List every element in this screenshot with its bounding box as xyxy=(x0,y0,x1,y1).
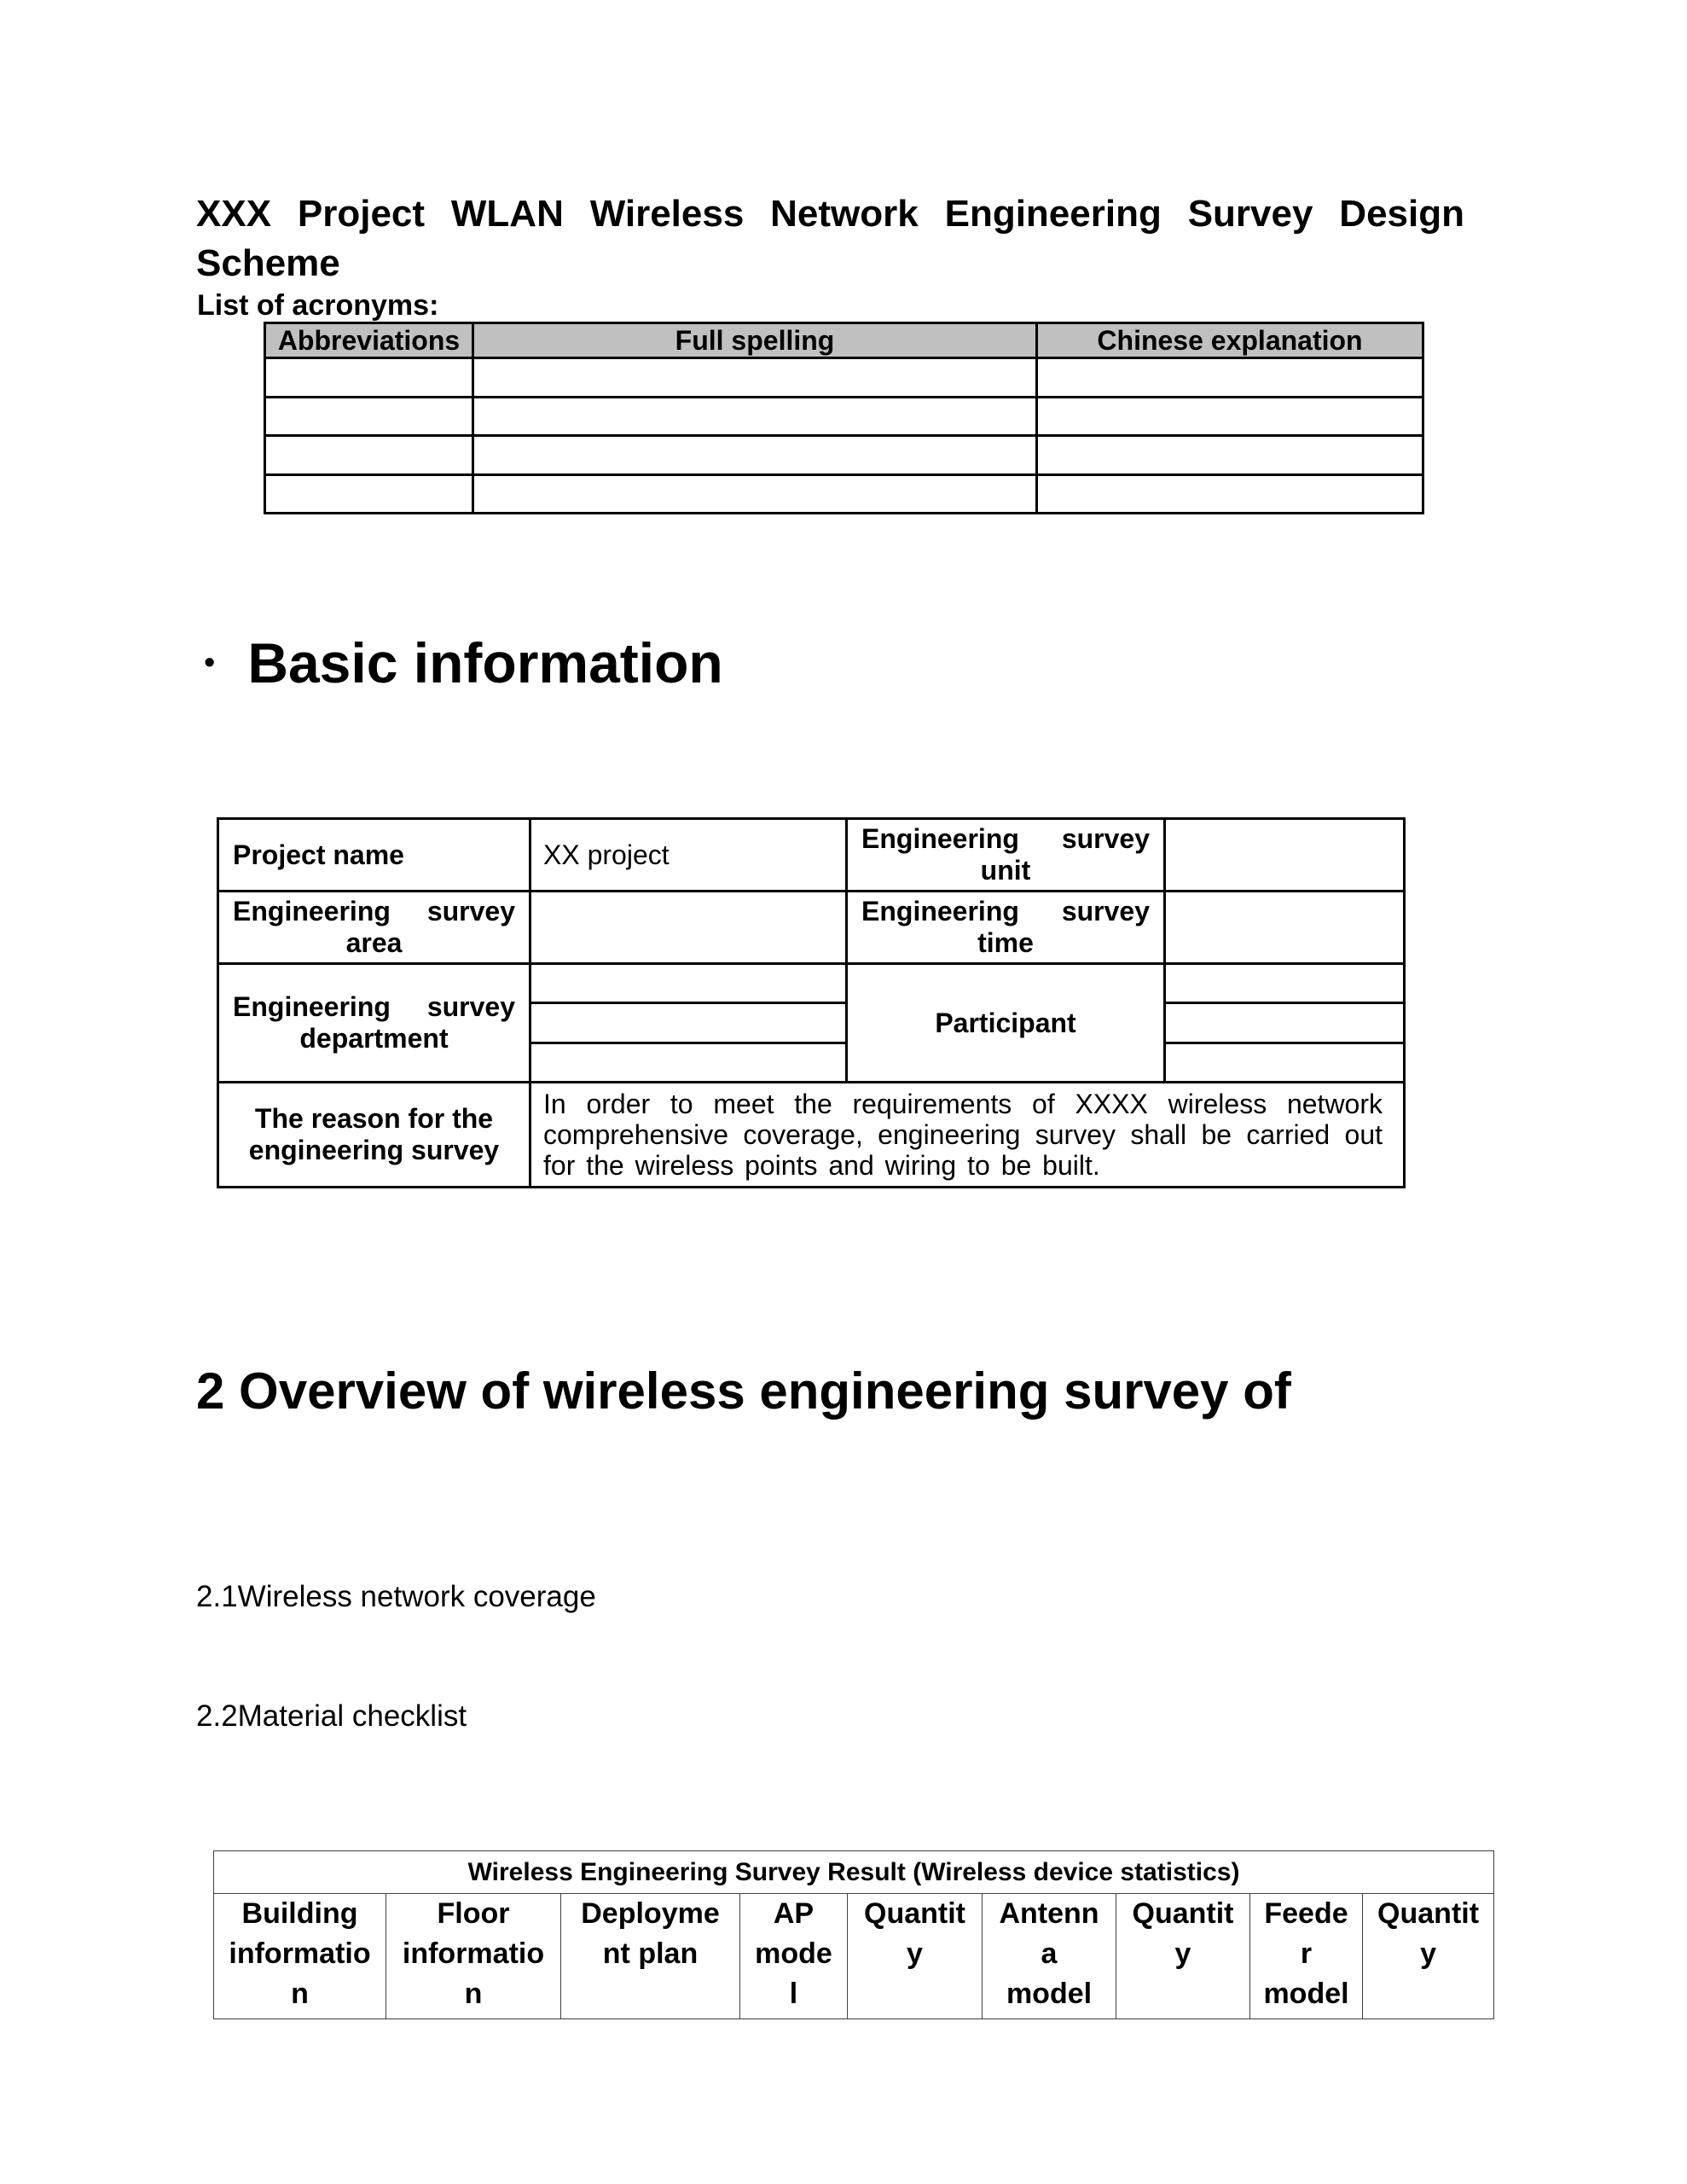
basic-info-table xyxy=(217,817,1406,1188)
acronyms-empty-row xyxy=(265,474,1423,514)
material-table-header-row xyxy=(214,1894,1494,2019)
acronyms-header-row xyxy=(265,323,1423,358)
acronyms-col-chinese-explanation: Chinese explanation xyxy=(1037,323,1423,358)
department-value-cell xyxy=(530,1003,847,1043)
acronyms-empty-cell xyxy=(1037,358,1423,398)
acronyms-empty-cell xyxy=(265,436,473,475)
department-value-cell xyxy=(530,1043,847,1083)
engineering-survey-time-value xyxy=(1165,892,1405,964)
table-row xyxy=(218,1083,1405,1188)
material-table-title-row xyxy=(214,1851,1494,1894)
document-title: XXX Project WLAN Wireless Network Engineering Survey Design Scheme xyxy=(196,193,1464,284)
participant-value-cell xyxy=(1165,1003,1405,1043)
project-name-label: Project name xyxy=(218,819,530,892)
material-col-feeder-model: Feeder model xyxy=(1250,1894,1363,2019)
basic-information-heading xyxy=(204,629,723,697)
engineering-survey-department-label: Engineering survey department xyxy=(218,964,530,1083)
acronyms-empty-cell xyxy=(265,397,473,436)
acronyms-empty-cell xyxy=(265,358,473,398)
acronyms-empty-row xyxy=(265,397,1423,436)
material-col-quantity-2: Quantity xyxy=(1116,1894,1250,2019)
material-col-quantity-1: Quantity xyxy=(848,1894,983,2019)
acronyms-empty-cell xyxy=(1037,474,1423,514)
section-2-2-heading: 2.2Material checklist xyxy=(196,1699,467,1733)
section-2-heading: 2 Overview of wireless engineering survey of xyxy=(196,1362,1291,1420)
acronyms-empty-cell xyxy=(1037,436,1423,475)
table-row xyxy=(218,964,1405,1003)
acronyms-col-abbreviations: Abbreviations xyxy=(265,323,473,358)
table-row xyxy=(218,892,1405,964)
acronyms-empty-cell xyxy=(1037,397,1423,436)
engineering-survey-area-value xyxy=(530,892,847,964)
basic-information-heading-text: Basic information xyxy=(247,631,723,694)
acronyms-empty-row xyxy=(265,436,1423,475)
engineering-survey-area-label: Engineering survey area xyxy=(218,892,530,964)
acronyms-empty-row xyxy=(265,358,1423,398)
material-col-building-information: Building information xyxy=(214,1894,386,2019)
acronyms-empty-cell xyxy=(473,397,1037,436)
material-table-title: Wireless Engineering Survey Result (Wireless device statistics) xyxy=(214,1851,1494,1894)
material-checklist-table xyxy=(213,1850,1494,2019)
material-col-ap-model: AP model xyxy=(740,1894,848,2019)
engineering-survey-unit-label: Engineering survey unit xyxy=(847,819,1165,892)
survey-reason-label: The reason for the engineering survey xyxy=(218,1083,530,1188)
survey-reason-text: In order to meet the requirements of XXXX wireless network comprehensive coverage, engineering survey shall be carried out for the wireless points and wiring to be built. xyxy=(530,1083,1405,1188)
acronyms-col-full-spelling: Full spelling xyxy=(473,323,1037,358)
acronyms-empty-cell xyxy=(265,474,473,514)
engineering-survey-unit-value xyxy=(1165,819,1405,892)
participant-value-cell xyxy=(1165,964,1405,1003)
project-name-value: XX project xyxy=(530,819,847,892)
material-col-quantity-3: Quantity xyxy=(1363,1894,1494,2019)
participant-value-cell xyxy=(1165,1043,1405,1083)
bullet-icon: • xyxy=(204,645,216,681)
department-value-cell xyxy=(530,964,847,1003)
acronyms-label: List of acronyms: xyxy=(197,289,439,322)
section-2-1-heading: 2.1Wireless network coverage xyxy=(196,1580,596,1613)
engineering-survey-time-label: Engineering survey time xyxy=(847,892,1165,964)
acronyms-empty-cell xyxy=(473,436,1037,475)
material-col-deployment-plan: Deployment plan xyxy=(561,1894,740,2019)
acronyms-empty-cell xyxy=(473,474,1037,514)
participant-label: Participant xyxy=(847,964,1165,1083)
material-col-antenna-model: Antenna model xyxy=(983,1894,1116,2019)
acronyms-empty-cell xyxy=(473,358,1037,398)
acronyms-table xyxy=(264,322,1424,514)
table-row xyxy=(218,819,1405,892)
material-col-floor-information: Floor information xyxy=(386,1894,561,2019)
